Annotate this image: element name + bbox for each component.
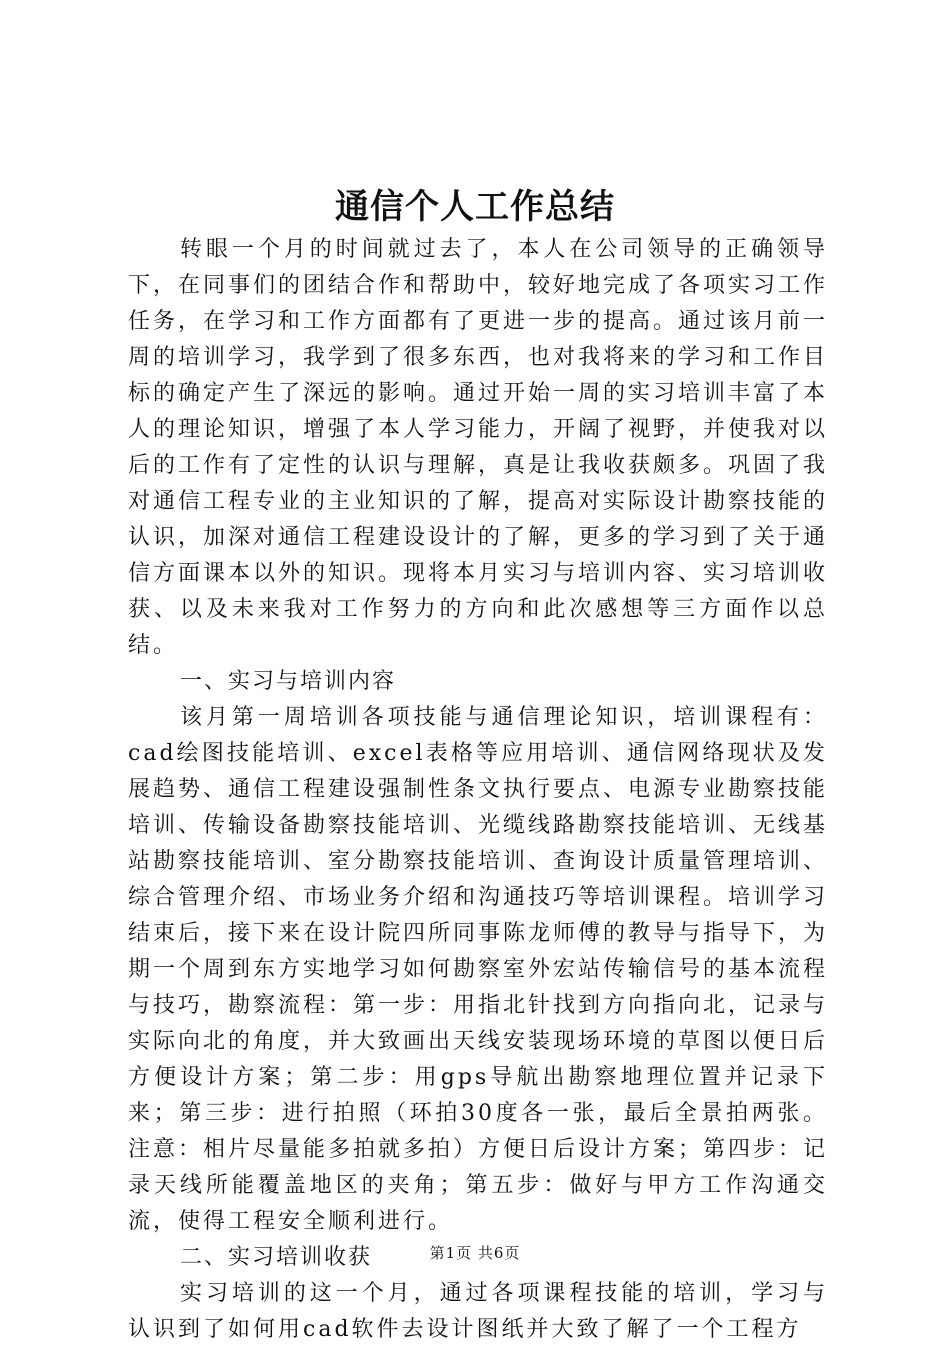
document-body — [128, 232, 828, 1348]
document-title: 通信个人工作总结 — [335, 187, 615, 227]
page-number-footer: 第1页 共6页 — [429, 1244, 521, 1262]
section-heading-training-gains: 二、实习培训收获 — [180, 1245, 373, 1270]
intro-paragraph: 转眼一个月的时间就过去了，本人在公司领导的正确领导下，在同事们的团结合作和帮助中，较好地完成了各项实习工作任务，在学习和工作方面都有了更进一步的提高。通过该月前一周的培训学习，我学到了很多东西，也对我将来的学习和工作目标的确定产生了深远的影响。通过开始一周的实习培训丰富了本人的理论知识，增强了本人学习能力，开阔了视野，并使我对以后的工作有了定性的认识与理解，真是让我收获颇多。巩固了我对通信工程专业的主业知识的了解，提高对实际设计勘察技能的认识，加深对通信工程建设设计的了解，更多的学习到了关于通信方面课本以外的知识。现将本月实习与培训内容、实习培训收获、以及未来我对工作努力的方向和此次感想等三方面作以总结。 — [128, 237, 829, 658]
section-heading-training-content: 一、实习与培训内容 — [180, 669, 397, 694]
training-content-paragraph: 该月第一周培训各项技能与通信理论知识，培训课程有：cad绘图技能培训、excel表格等应用培训、通信网络现状及发展趋势、通信工程建设强制性条文执行要点、电源专业勘察技能培训、传输设备勘察技能培训、光缆线路勘察技能培训、无线基站勘察技能培训、室分勘察技能培训、查询设计质量管理培训、综合管理介绍、市场业务介绍和沟通技巧等培训课程。培训学习结束后，接下来在设计院四所同事陈龙师傅的教导与指导下，为期一个周到东方实地学习如何勘察室外宏站传输信号的基本流程与技巧，勘察流程：第一步：用指北针找到方向指向北，记录与实际向北的角度，并大致画出天线安装现场环境的草图以便日后方便设计方案；第二步：用gps导航出勘察地理位置并记录下来；第三步：进行拍照（环拍30度各一张，最后全景拍两张。注意：相片尽量能多拍就多拍）方便日后设计方案；第四步：记录天线所能覆盖地区的夹角；第五步：做好与甲方工作沟通交流，使得工程安全顺利进行。 — [128, 705, 829, 1234]
training-gains-paragraph: 实习培训的这一个月，通过各项课程技能的培训，学习与认识到了如何用cad软件去设计图纸并大致了解了一个工程方 — [128, 1281, 828, 1342]
